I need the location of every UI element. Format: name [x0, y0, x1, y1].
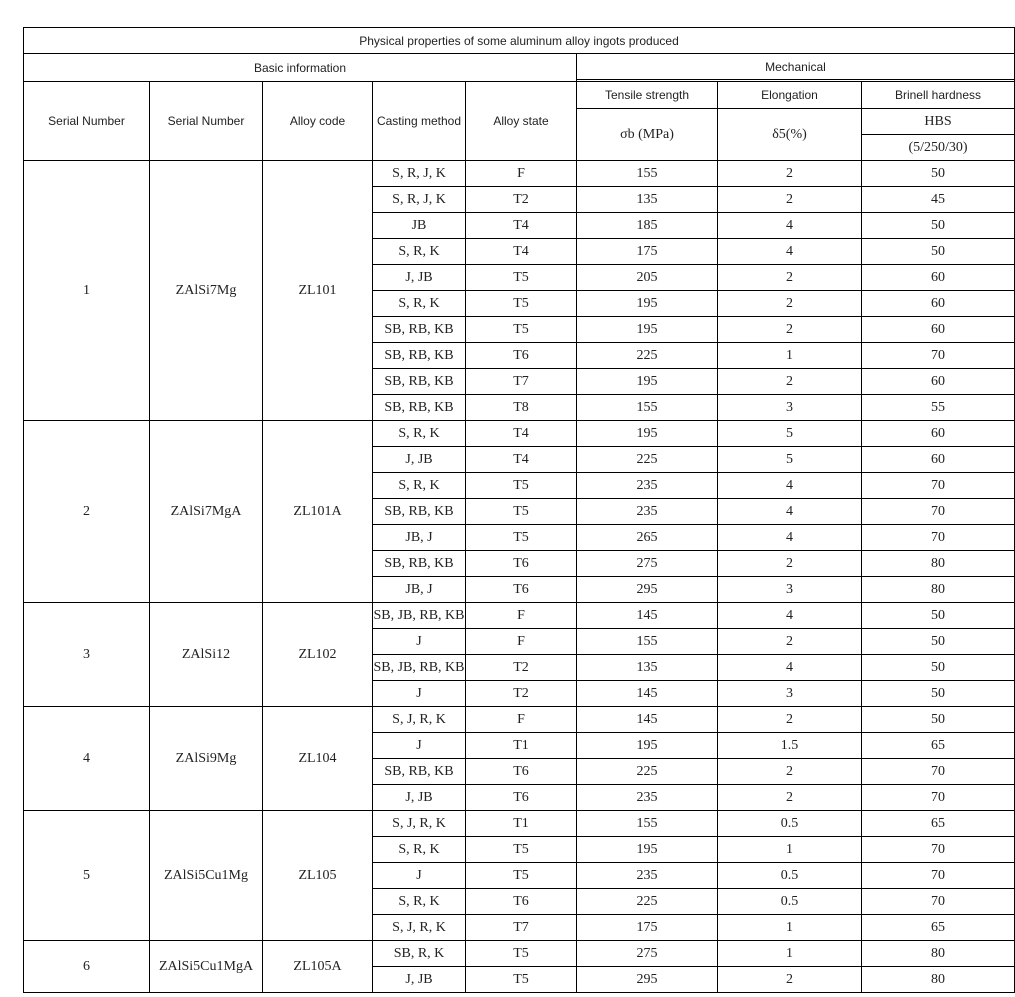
cell-hardness: 50: [862, 629, 1015, 655]
cell-tensile: 235: [577, 863, 718, 889]
cell-alloy-code: ZL105: [263, 811, 373, 941]
cell-alloy-code: ZL104: [263, 707, 373, 811]
cell-tensile: 275: [577, 941, 718, 967]
cell-alloy-state: F: [466, 603, 577, 629]
cell-tensile: 175: [577, 239, 718, 265]
cell-elongation: 2: [718, 785, 862, 811]
cell-alloy-state: T5: [466, 941, 577, 967]
cell-hardness: 70: [862, 499, 1015, 525]
cell-tensile: 195: [577, 317, 718, 343]
cell-hardness: 70: [862, 759, 1015, 785]
cell-hardness: 70: [862, 343, 1015, 369]
header-tensile-unit: σb (MPa): [577, 109, 718, 161]
cell-alloy-state: F: [466, 629, 577, 655]
cell-alloy-state: T5: [466, 265, 577, 291]
cell-hardness: 60: [862, 447, 1015, 473]
cell-elongation: 2: [718, 161, 862, 187]
cell-grade: ZAlSi7Mg: [150, 161, 263, 421]
cell-elongation: 1: [718, 343, 862, 369]
cell-casting-method: SB, RB, KB: [373, 343, 466, 369]
header-alloy-code: Alloy code: [263, 82, 373, 161]
cell-elongation: 0.5: [718, 811, 862, 837]
cell-grade: ZAlSi12: [150, 603, 263, 707]
table-row: [24, 603, 1015, 629]
document-page: [23, 27, 1015, 993]
cell-tensile: 175: [577, 915, 718, 941]
cell-casting-method: J, JB: [373, 785, 466, 811]
cell-elongation: 1: [718, 837, 862, 863]
cell-casting-method: S, R, K: [373, 421, 466, 447]
group-mechanical: Mechanical: [577, 54, 1015, 80]
cell-casting-method: SB, R, K: [373, 941, 466, 967]
cell-elongation: 5: [718, 421, 862, 447]
cell-tensile: 155: [577, 629, 718, 655]
cell-alloy-state: T6: [466, 343, 577, 369]
cell-tensile: 225: [577, 759, 718, 785]
cell-casting-method: S, R, K: [373, 239, 466, 265]
header-casting-method: Casting method: [373, 82, 466, 161]
cell-elongation: 2: [718, 707, 862, 733]
cell-casting-method: S, J, R, K: [373, 707, 466, 733]
cell-alloy-state: T2: [466, 655, 577, 681]
cell-tensile: 265: [577, 525, 718, 551]
table-row: [24, 707, 1015, 733]
cell-grade: ZAlSi9Mg: [150, 707, 263, 811]
cell-tensile: 275: [577, 551, 718, 577]
cell-alloy-code: ZL102: [263, 603, 373, 707]
cell-elongation: 4: [718, 655, 862, 681]
cell-elongation: 0.5: [718, 889, 862, 915]
cell-grade: ZAlSi7MgA: [150, 421, 263, 603]
cell-alloy-state: T5: [466, 525, 577, 551]
cell-tensile: 235: [577, 499, 718, 525]
cell-tensile: 195: [577, 733, 718, 759]
cell-elongation: 4: [718, 213, 862, 239]
properties-table: [23, 27, 1015, 993]
cell-elongation: 4: [718, 525, 862, 551]
cell-serial: 6: [24, 941, 150, 993]
header-elongation-unit: δ5(%): [718, 109, 862, 161]
cell-hardness: 65: [862, 733, 1015, 759]
cell-casting-method: J: [373, 863, 466, 889]
cell-casting-method: S, R, K: [373, 837, 466, 863]
cell-alloy-code: ZL101A: [263, 421, 373, 603]
cell-tensile: 145: [577, 603, 718, 629]
cell-hardness: 70: [862, 889, 1015, 915]
cell-hardness: 70: [862, 863, 1015, 889]
cell-hardness: 80: [862, 551, 1015, 577]
cell-elongation: 1.5: [718, 733, 862, 759]
cell-elongation: 3: [718, 681, 862, 707]
header-tensile-strength: Tensile strength: [577, 82, 718, 109]
cell-elongation: 4: [718, 603, 862, 629]
cell-hardness: 50: [862, 681, 1015, 707]
cell-alloy-state: T5: [466, 837, 577, 863]
cell-hardness: 50: [862, 213, 1015, 239]
cell-casting-method: S, J, R, K: [373, 811, 466, 837]
cell-elongation: 0.5: [718, 863, 862, 889]
cell-casting-method: SB, RB, KB: [373, 551, 466, 577]
cell-tensile: 195: [577, 421, 718, 447]
cell-hardness: 60: [862, 369, 1015, 395]
cell-elongation: 1: [718, 941, 862, 967]
cell-casting-method: SB, JB, RB, KB: [373, 655, 466, 681]
cell-hardness: 65: [862, 811, 1015, 837]
cell-alloy-state: T4: [466, 447, 577, 473]
cell-hardness: 80: [862, 577, 1015, 603]
cell-hardness: 60: [862, 317, 1015, 343]
cell-casting-method: S, R, K: [373, 889, 466, 915]
cell-alloy-state: T4: [466, 239, 577, 265]
cell-casting-method: J, JB: [373, 265, 466, 291]
cell-casting-method: S, R, J, K: [373, 187, 466, 213]
cell-elongation: 2: [718, 967, 862, 993]
cell-hardness: 45: [862, 187, 1015, 213]
cell-alloy-state: T2: [466, 187, 577, 213]
cell-casting-method: SB, JB, RB, KB: [373, 603, 466, 629]
cell-tensile: 195: [577, 837, 718, 863]
cell-alloy-state: T8: [466, 395, 577, 421]
cell-hardness: 70: [862, 785, 1015, 811]
cell-casting-method: JB, J: [373, 577, 466, 603]
cell-hardness: 50: [862, 655, 1015, 681]
cell-elongation: 4: [718, 239, 862, 265]
cell-hardness: 80: [862, 967, 1015, 993]
cell-casting-method: S, J, R, K: [373, 915, 466, 941]
cell-tensile: 225: [577, 447, 718, 473]
cell-alloy-state: T5: [466, 967, 577, 993]
table-title: Physical properties of some aluminum alloy ingots produced: [24, 28, 1015, 54]
cell-tensile: 145: [577, 681, 718, 707]
cell-hardness: 80: [862, 941, 1015, 967]
cell-elongation: 2: [718, 369, 862, 395]
cell-hardness: 50: [862, 239, 1015, 265]
cell-alloy-state: T5: [466, 863, 577, 889]
cell-alloy-state: T5: [466, 291, 577, 317]
cell-alloy-state: T6: [466, 577, 577, 603]
cell-hardness: 65: [862, 915, 1015, 941]
cell-tensile: 135: [577, 187, 718, 213]
cell-elongation: 2: [718, 291, 862, 317]
cell-casting-method: J: [373, 733, 466, 759]
cell-alloy-state: T5: [466, 499, 577, 525]
cell-hardness: 70: [862, 473, 1015, 499]
header-alloy-state: Alloy state: [466, 82, 577, 161]
group-basic-information: Basic information: [24, 54, 577, 82]
cell-alloy-state: F: [466, 161, 577, 187]
cell-alloy-state: T4: [466, 421, 577, 447]
cell-elongation: 2: [718, 629, 862, 655]
header-serial-number: Serial Number: [24, 82, 150, 161]
cell-casting-method: SB, RB, KB: [373, 395, 466, 421]
cell-serial: 3: [24, 603, 150, 707]
cell-hardness: 50: [862, 603, 1015, 629]
cell-elongation: 3: [718, 577, 862, 603]
cell-casting-method: SB, RB, KB: [373, 369, 466, 395]
header-serial-number-2: Serial Number: [150, 82, 263, 161]
cell-casting-method: SB, RB, KB: [373, 759, 466, 785]
cell-tensile: 155: [577, 811, 718, 837]
cell-casting-method: S, R, K: [373, 291, 466, 317]
cell-serial: 5: [24, 811, 150, 941]
cell-alloy-state: F: [466, 707, 577, 733]
cell-casting-method: J, JB: [373, 447, 466, 473]
cell-hardness: 70: [862, 837, 1015, 863]
cell-casting-method: S, R, K: [373, 473, 466, 499]
cell-elongation: 4: [718, 499, 862, 525]
cell-casting-method: J: [373, 629, 466, 655]
cell-alloy-state: T6: [466, 889, 577, 915]
cell-alloy-state: T5: [466, 317, 577, 343]
cell-elongation: 5: [718, 447, 862, 473]
cell-tensile: 225: [577, 889, 718, 915]
header-brinell-test: (5/250/30): [862, 135, 1015, 161]
cell-tensile: 185: [577, 213, 718, 239]
cell-casting-method: SB, RB, KB: [373, 499, 466, 525]
header-brinell-unit: HBS: [862, 109, 1015, 135]
cell-tensile: 205: [577, 265, 718, 291]
cell-alloy-state: T7: [466, 915, 577, 941]
cell-hardness: 50: [862, 161, 1015, 187]
cell-tensile: 295: [577, 577, 718, 603]
cell-elongation: 2: [718, 265, 862, 291]
cell-alloy-code: ZL105A: [263, 941, 373, 993]
cell-alloy-state: T4: [466, 213, 577, 239]
table-row: [24, 811, 1015, 837]
header-brinell-hardness: Brinell hardness: [862, 82, 1015, 109]
cell-casting-method: JB, J: [373, 525, 466, 551]
table-row: [24, 421, 1015, 447]
cell-alloy-state: T6: [466, 759, 577, 785]
cell-alloy-code: ZL101: [263, 161, 373, 421]
cell-hardness: 55: [862, 395, 1015, 421]
table-row: [24, 941, 1015, 967]
cell-alloy-state: T2: [466, 681, 577, 707]
cell-alloy-state: T6: [466, 551, 577, 577]
cell-casting-method: JB: [373, 213, 466, 239]
cell-elongation: 2: [718, 187, 862, 213]
cell-tensile: 145: [577, 707, 718, 733]
cell-tensile: 195: [577, 291, 718, 317]
cell-hardness: 60: [862, 421, 1015, 447]
cell-elongation: 2: [718, 317, 862, 343]
cell-alloy-state: T1: [466, 811, 577, 837]
cell-hardness: 60: [862, 291, 1015, 317]
cell-casting-method: S, R, J, K: [373, 161, 466, 187]
cell-tensile: 135: [577, 655, 718, 681]
cell-casting-method: J, JB: [373, 967, 466, 993]
cell-casting-method: SB, RB, KB: [373, 317, 466, 343]
table-row: [24, 161, 1015, 187]
cell-elongation: 3: [718, 395, 862, 421]
header-elongation: Elongation: [718, 82, 862, 109]
cell-tensile: 295: [577, 967, 718, 993]
cell-alloy-state: T5: [466, 473, 577, 499]
cell-hardness: 60: [862, 265, 1015, 291]
cell-serial: 4: [24, 707, 150, 811]
cell-elongation: 1: [718, 915, 862, 941]
cell-alloy-state: T7: [466, 369, 577, 395]
cell-grade: ZAlSi5Cu1Mg: [150, 811, 263, 941]
cell-hardness: 50: [862, 707, 1015, 733]
cell-alloy-state: T1: [466, 733, 577, 759]
cell-alloy-state: T6: [466, 785, 577, 811]
cell-serial: 2: [24, 421, 150, 603]
cell-tensile: 235: [577, 785, 718, 811]
cell-tensile: 155: [577, 395, 718, 421]
cell-elongation: 2: [718, 551, 862, 577]
cell-tensile: 155: [577, 161, 718, 187]
cell-tensile: 195: [577, 369, 718, 395]
cell-tensile: 225: [577, 343, 718, 369]
cell-grade: ZAlSi5Cu1MgA: [150, 941, 263, 993]
cell-elongation: 4: [718, 473, 862, 499]
cell-tensile: 235: [577, 473, 718, 499]
cell-elongation: 2: [718, 759, 862, 785]
cell-casting-method: J: [373, 681, 466, 707]
cell-serial: 1: [24, 161, 150, 421]
cell-hardness: 70: [862, 525, 1015, 551]
